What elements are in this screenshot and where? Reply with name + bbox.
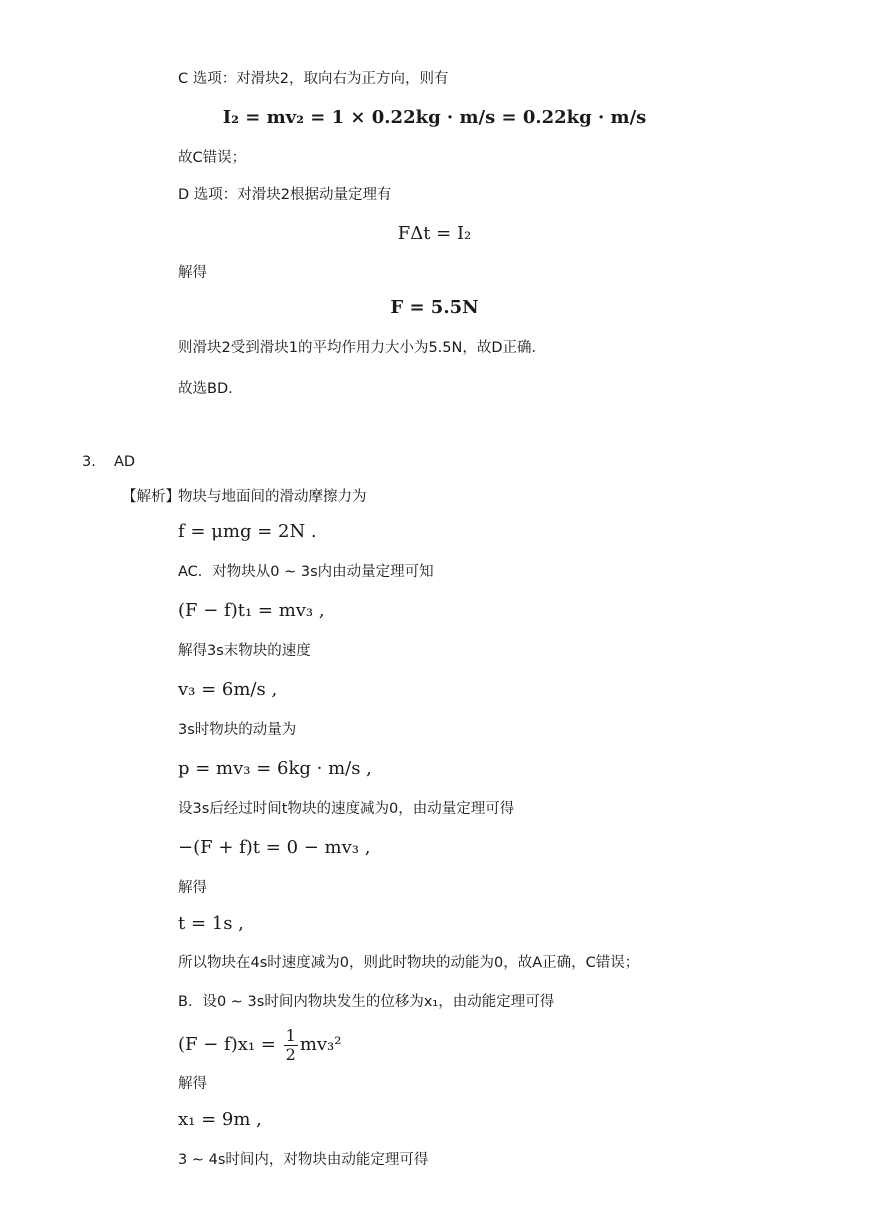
work-energy-equation <box>178 1024 341 1066</box>
final-answer-text: 故选BD. <box>178 381 233 397</box>
ac-conclusion-text: 所以物块在4s时速度减为0，则此时物块的动能为0，故A正确，C错误； <box>178 955 640 971</box>
p-equation: p = mv₃ = 6kg · m/s , <box>178 758 372 779</box>
analysis-intro: 物块与地面间的滑动摩擦力为 <box>178 489 367 505</box>
fraction-numerator: 1 <box>285 1025 296 1045</box>
decel-equation: −(F + f)t = 0 − mv₃ , <box>178 837 371 858</box>
analysis-label: 【解析】 <box>122 489 180 505</box>
p-intro-text: 3s时物块的动量为 <box>178 722 297 738</box>
next-intro-text: 3 ∼ 4s时间内，对物块由动能定理可得 <box>178 1152 429 1168</box>
friction-equation: f = μmg = 2N . <box>178 521 317 542</box>
v3-equation: v₃ = 6m/s , <box>178 679 278 700</box>
c-option-equation: I₂ = mv₂ = 1 × 0.22kg · m/s = 0.22kg · m/s <box>222 107 647 128</box>
work-equation-lhs: (F − f)x₁ = <box>178 1034 282 1055</box>
solve-x1-text: 解得 <box>178 1076 207 1092</box>
b-intro-text: B．设0 ∼ 3s时间内物块发生的位移为x₁，由动能定理可得 <box>178 994 555 1010</box>
d-equation-force: F = 5.5N <box>390 297 479 318</box>
fraction-denominator: 2 <box>285 1044 296 1064</box>
fraction <box>284 1027 298 1064</box>
d-solve-text: 解得 <box>178 265 207 281</box>
t-equation: t = 1s , <box>178 913 244 934</box>
solve-t-text: 解得 <box>178 880 207 896</box>
question-answer: AD <box>114 454 136 470</box>
solve-v3-text: 解得3s末物块的速度 <box>178 643 311 659</box>
d-equation-impulse: FΔt = I₂ <box>397 223 472 244</box>
momentum-equation: (F − f)t₁ = mv₃ , <box>178 600 325 621</box>
x1-equation: x₁ = 9m , <box>178 1109 262 1130</box>
c-option-text: C 选项：对滑块2，取向右为正方向，则有 <box>178 71 449 87</box>
decel-intro-text: 设3s后经过时间t物块的速度减为0，由动量定理可得 <box>178 801 515 817</box>
c-conclusion-text: 故C错误； <box>178 150 247 166</box>
question-number: 3. <box>82 454 96 470</box>
work-equation-rhs: mv₃² <box>299 1034 342 1055</box>
d-option-text: D 选项：对滑块2根据动量定理有 <box>178 187 392 203</box>
ac-intro-text: AC．对物块从0 ∼ 3s内由动量定理可知 <box>178 564 434 580</box>
d-conclusion-text: 则滑块2受到滑块1的平均作用力大小为5.5N，故D正确． <box>178 340 547 356</box>
